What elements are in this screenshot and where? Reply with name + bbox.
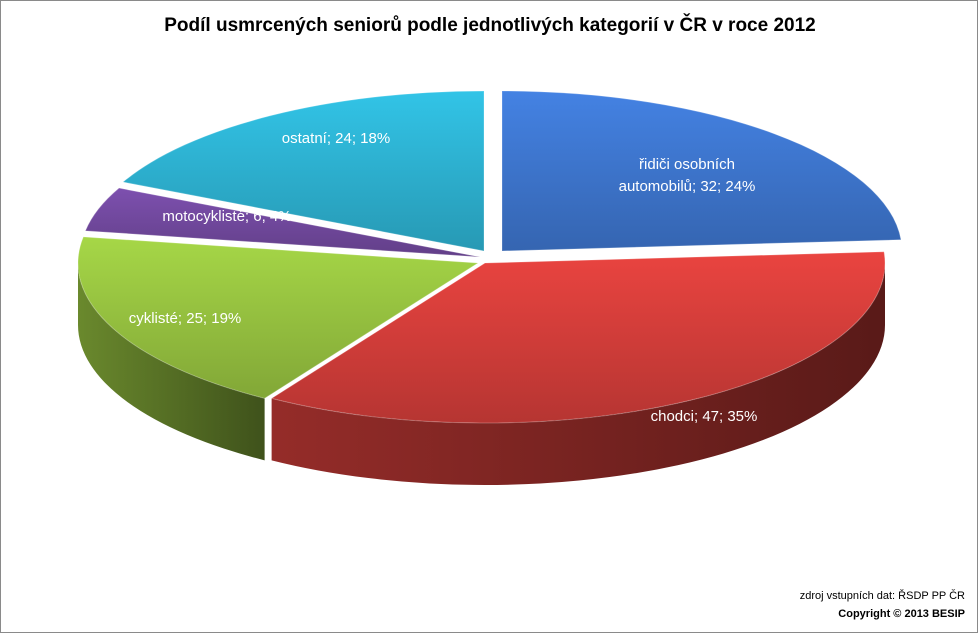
source-note: zdroj vstupních dat: ŘSDP PP ČR <box>799 590 965 602</box>
slice-label-ostatní: ostatní; 24; 18% <box>281 130 391 147</box>
slice-label-motocyklisté: motocyklisté; 6; 4% <box>162 208 292 225</box>
slice-label-chodci: chodci; 47; 35% <box>650 408 758 425</box>
chart-title: Podíl usmrcených seniorů podle jednotlivých kategorií v ČR v roce 2012 <box>164 15 816 36</box>
pie-chart <box>1 1 978 634</box>
slice-label-řidiči: řidiči osobních automobilů; 32; 24% <box>618 156 756 195</box>
slice-label-cyklisté: cyklisté; 25; 19% <box>128 310 242 327</box>
copyright-note: Copyright © 2013 BESIP <box>838 608 965 620</box>
